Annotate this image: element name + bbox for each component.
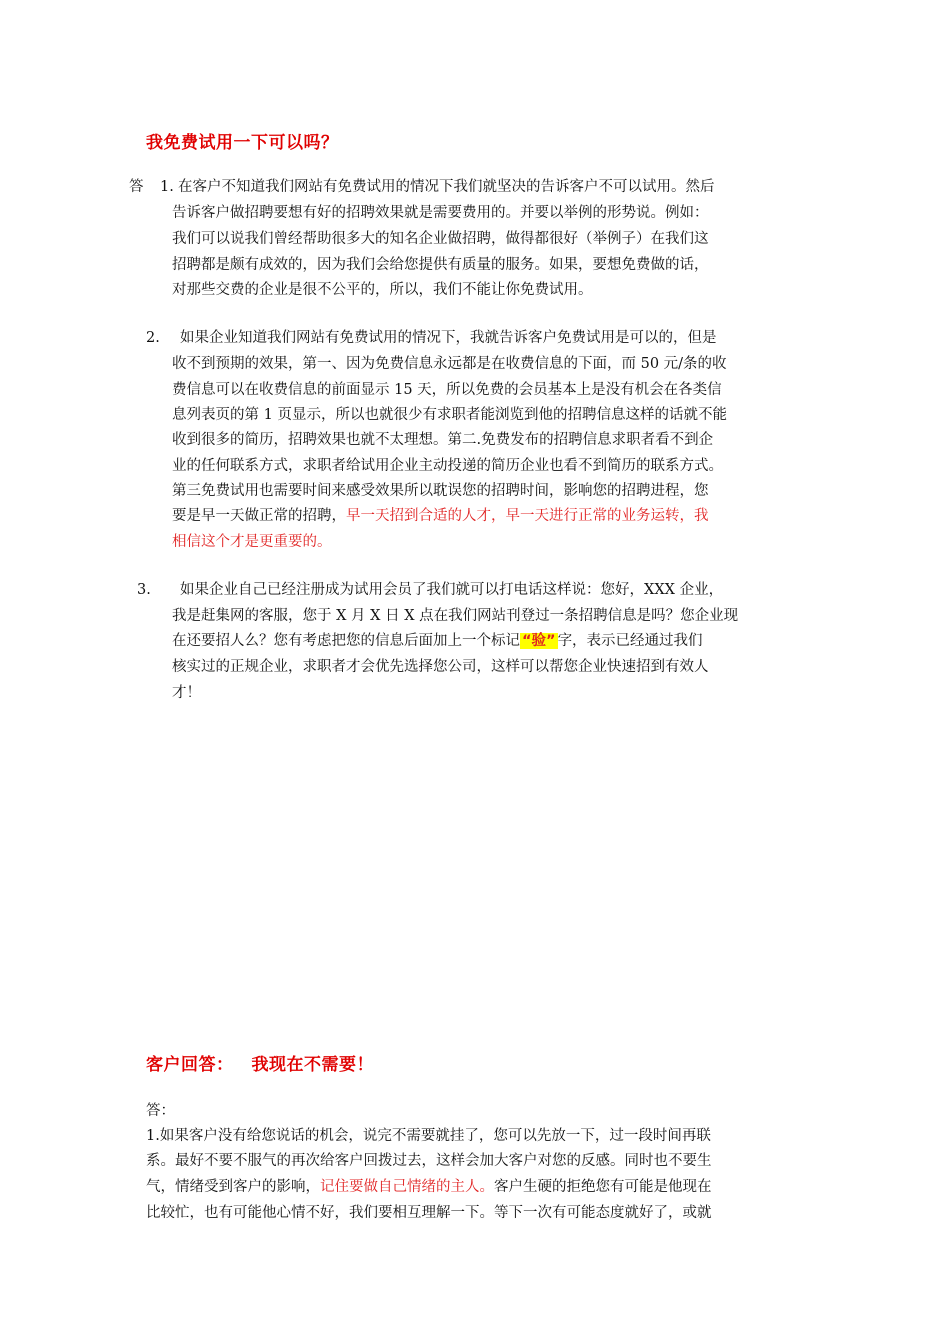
item1-line: 在客户不知道我们网站有免费试用的情况下我们就坚决的告诉客户不可以试用。然后 bbox=[178, 179, 715, 195]
item2-number: 2. bbox=[146, 330, 160, 346]
section2-answer-label: 答： bbox=[146, 1103, 175, 1119]
section2-line3-after: 客户生硬的拒绝您有可能是他现在 bbox=[494, 1179, 712, 1195]
section2-line: 1.如果客户没有给您说话的机会，说完不需要就挂了，您可以先放一下，过一段时间再联 bbox=[146, 1128, 711, 1144]
item2-line8-black: 要是早一天做正常的招聘， bbox=[172, 508, 346, 524]
item2-line: 如果企业知道我们网站有免费试用的情况下，我就告诉客户免费试用是可以的，但是 bbox=[180, 330, 717, 346]
item3-line: 我是赶集网的客服，您于 X 月 X 日 X 点在我们网站刊登过一条招聘信息是吗？您企业现 bbox=[172, 608, 739, 624]
item2-line: 第三免费试用也需要时间来感受效果所以耽误您的招聘时间，影响您的招聘进程，您 bbox=[172, 483, 709, 499]
item2-line: 息列表页的第 1 页显示，所以也就很少有求职者能浏览到他的招聘信息这样的话就不能 bbox=[172, 407, 727, 423]
section2-heading-label: 客户回答： bbox=[146, 1055, 234, 1075]
highlight-mark: “验” bbox=[522, 633, 556, 649]
section1-heading: 我免费试用一下可以吗？ bbox=[146, 133, 339, 153]
item2-line-mixed bbox=[172, 506, 709, 526]
item2-line: 业的任何联系方式，求职者给试用企业主动投递的简历企业也看不到简历的联系方式。 bbox=[172, 458, 723, 474]
section2-line: 比较忙，也有可能他心情不好，我们要相互理解一下。等下一次有可能态度就好了，或就 bbox=[146, 1205, 712, 1221]
item1-number: 1. bbox=[160, 179, 174, 195]
section2-line3-red: 记住要做自己情绪的主人。 bbox=[320, 1179, 494, 1195]
item3-line: 核实过的正规企业，求职者才会优先选择您公司，这样可以帮您企业快速招到有效人 bbox=[172, 659, 709, 675]
section2-line: 系。最好不要不服气的再次给客户回拨过去，这样会加大客户对您的反感。同时也不要生 bbox=[146, 1153, 712, 1169]
item2-line8-red: 早一天招到合适的人才，早一天进行正常的业务运转，我 bbox=[346, 508, 709, 524]
item3-line-mixed bbox=[172, 631, 703, 651]
item3-line: 如果企业自己已经注册成为试用会员了我们就可以打电话这样说：您好，XXX 企业， bbox=[180, 582, 724, 598]
item2-line9-red: 相信这个才是更重要的。 bbox=[172, 534, 332, 550]
item1-line: 招聘都是颇有成效的，因为我们会给您提供有质量的服务。如果，要想免费做的话， bbox=[172, 257, 709, 273]
item3-line3-before: 在还要招人么？您有考虑把您的信息后面加上一个标记 bbox=[172, 633, 520, 649]
item2-line: 收不到预期的效果，第一、因为免费信息永远都是在收费信息的下面，而 50 元/条的收 bbox=[172, 356, 727, 372]
section2-heading bbox=[146, 1050, 374, 1075]
answer-label: 答 bbox=[129, 179, 144, 195]
item3-number: 3. bbox=[137, 582, 151, 598]
section2-line3-before: 气，情绪受到客户的影响， bbox=[146, 1179, 320, 1195]
item1-line: 我们可以说我们曾经帮助很多大的知名企业做招聘，做得都很好（举例子）在我们这 bbox=[172, 231, 709, 247]
section2-line-mixed bbox=[146, 1177, 712, 1197]
item2-line: 费信息可以在收费信息的前面显示 15 天，所以免费的会员基本上是没有机会在各类信 bbox=[172, 382, 722, 398]
item3-line: 才！ bbox=[172, 685, 201, 701]
item2-line: 收到很多的简历，招聘效果也就不太理想。第二.免费发布的招聘信息求职者看不到企 bbox=[172, 432, 714, 448]
item3-line3-after: 字，表示已经通过我们 bbox=[557, 633, 703, 649]
item1-line: 对那些交费的企业是很不公平的，所以，我们不能让你免费试用。 bbox=[172, 282, 593, 298]
section2-heading-quote: 我现在不需要！ bbox=[251, 1055, 374, 1075]
item1-line: 告诉客户做招聘要想有好的招聘效果就是需要费用的。并要以举例的形势说。例如： bbox=[172, 205, 709, 221]
